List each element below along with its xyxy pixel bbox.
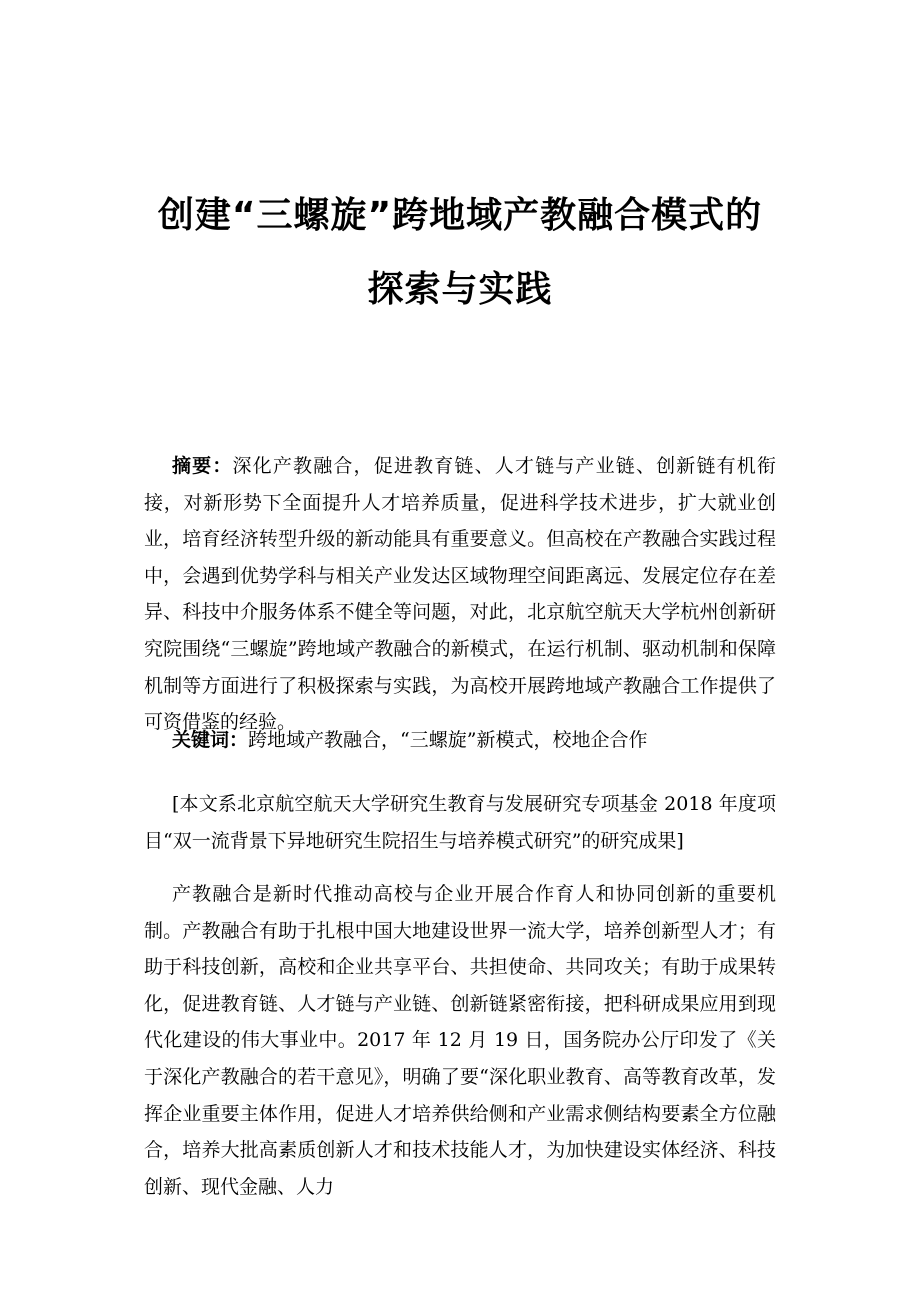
keywords-paragraph — [144, 722, 776, 759]
keywords-text: 跨地域产教融合，“三螺旋”新模式，校地企合作 — [248, 729, 648, 751]
document-title-line-2: 探索与实践 — [367, 269, 553, 310]
abstract-label: 摘要： — [172, 455, 233, 477]
document-title-line-1: 创建“三螺旋”跨地域产教融合模式的 — [157, 195, 763, 236]
funding-note: [本文系北京航空航天大学研究生教育与发展研究专项基金 2018 年度项目“双一流背景下异地研究生院招生与培养模式研究”的研究成果] — [144, 793, 776, 852]
abstract-paragraph — [144, 448, 776, 741]
abstract-text: 深化产教融合，促进教育链、人才链与产业链、创新链有机衔接，对新形势下全面提升人才培养质量，促进科学技术进步，扩大就业创业，培育经济转型升级的新动能具有重要意义。但高校在产教融合实践过程中，会遇到优势学科与相关产业发达区域物理空间距离远、发展定位存在差异、科技中介服务体系不健全等问题，对此，北京航空航天大学杭州创新研究院围绕“三螺旋”跨地域产教融合的新模式，在运行机制、驱动机制和保障机制等方面进行了积极探索与实践，为高校开展跨地域产教融合工作提供了可资借鉴的经验。 — [144, 455, 776, 734]
intro-paragraph: 产教融合是新时代推动高校与企业开展合作育人和协同创新的重要机制。产教融合有助于扎根中国大地建设世界一流大学，培养创新型人才；有助于科技创新，高校和企业共享平台、共担使命、共同攻关；有助于成果转化，促进教育链、人才链与产业链、创新链紧密衔接，把科研成果应用到现代化建设的伟大事业中。2017 年 12 月 19 日，国务院办公厅印发了《关于深化产教融合的若干意见》，明确了要“深化职业教育、高等教育改革，发挥企业重要主体作用，促进人才培养供给侧和产业需求侧结构要素全方位融合，培养大批高素质创新人才和技术技能人才，为加快建设实体经济、科技创新、现代金融、人力 — [144, 883, 776, 1198]
keywords-label: 关键词： — [172, 729, 249, 751]
